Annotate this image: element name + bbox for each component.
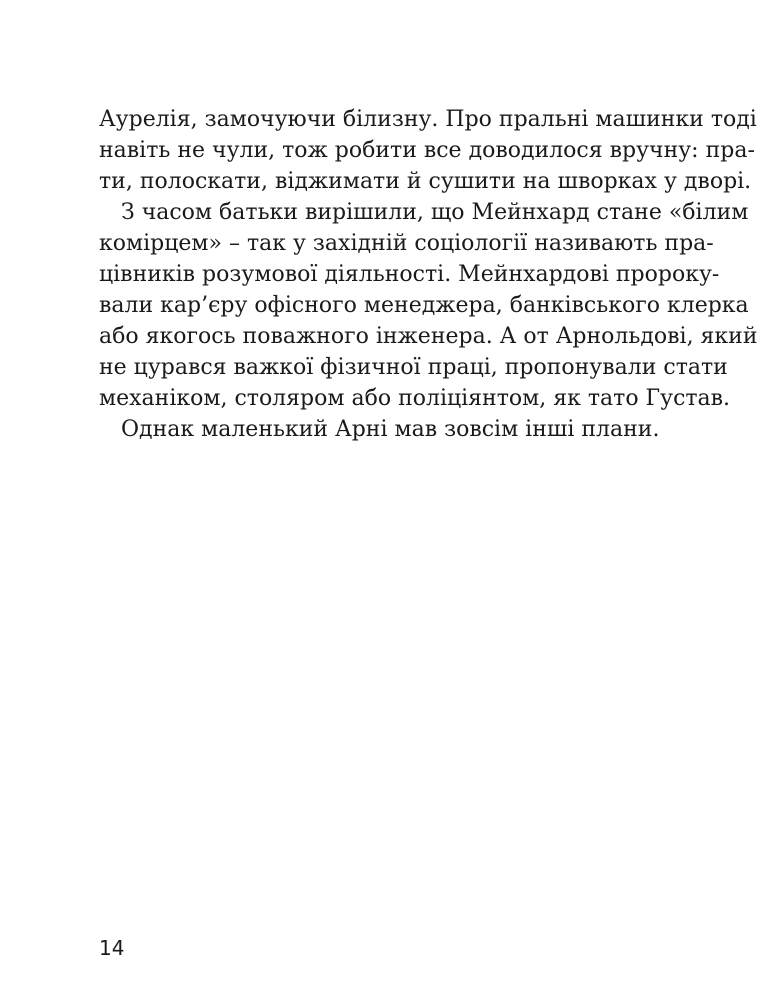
text-line: Однак маленький Арні мав зовсім інші плани. xyxy=(121,417,660,442)
text-line: ти, полоскати, віджимати й сушити на шворках у дворі. xyxy=(99,169,752,194)
paragraph xyxy=(99,197,758,414)
body-text xyxy=(99,104,758,445)
text-line: З часом батьки вирішили, що Мейнхард стане «білим xyxy=(121,200,749,225)
text-line: механіком, столяром або поліціянтом, як тато Густав. xyxy=(99,386,731,411)
text-line: цівників розумової діяльності. Мейнхардові пророку- xyxy=(99,262,720,287)
text-line: комірцем» – так у західній соціології називають пра- xyxy=(99,231,714,256)
text-line: Аурелія, замочуючи білизну. Про пральні машинки тоді xyxy=(99,107,757,132)
text-line: або якогось поважного інженера. А от Арнольдові, який xyxy=(99,324,758,349)
text-line: навіть не чули, тож робити все доводилося вручну: пра- xyxy=(99,138,755,163)
paragraph xyxy=(99,414,671,445)
text-line: вали кар’єру офісного менеджера, банківського клерка xyxy=(99,293,749,318)
text-line: не цурався важкої фізичної праці, пропонували стати xyxy=(99,355,728,380)
page-number: 14 xyxy=(99,936,125,960)
paragraph xyxy=(99,104,757,197)
